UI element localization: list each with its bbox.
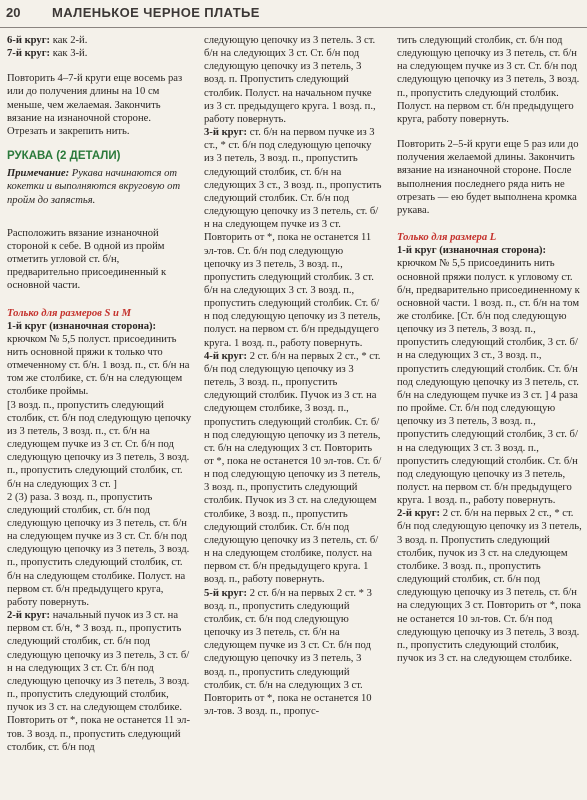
row-2-label: 2-й круг: bbox=[7, 610, 51, 622]
row-1-repeat: [3 возд. п., пропустить следующий столбик, ст. б/н под следующую цепочку из 3 петель, 3 возд. п., ст. б/н на следующем пучке из 3 ст. Ст. б/н под следующую цепочку из 3 петель, 3 возд. п., пропустить следующий столбик, ст. б/н на следующих 3 ст. ] bbox=[7, 399, 192, 490]
text-column-right bbox=[397, 34, 583, 665]
size-l-heading: Только для размера L bbox=[397, 232, 497, 244]
row-2-text: 2 ст. б/н на первых 2 ст., * ст. б/н под следующую цепочку из 3 петель, 3 возд. п. Пропустить следующий столбик, пучок из 3 ст. на следующем столбике. 3 возд. п., пропустить следующий столбик, ст. б/н под следующую цепочку из 3 петель, ст. б/н на следующих 3 ст. Повторить от *, пока не останется 10 эл-тов. Ст. б/н под следующую цепочку из 3 петель, 3 возд. п., пропустить следующий столбик, пучок из 3 ст. на следующем столбике. bbox=[397, 508, 582, 665]
row-2-paragraph bbox=[7, 609, 192, 754]
row-1-paragraph bbox=[397, 244, 583, 507]
row-5-text: 2 ст. б/н на первых 2 ст. * 3 возд. п., пропустить следующий столбик, ст. б/н под следующую цепочку из 3 петель, ст. б/н на следующем пучке из 3 ст. Ст. б/н под следующую цепочку из 3 петель, 3 возд. п., пропустить следующий столбик, ст. б/н на следующих 3 ст. Повторить от *, пока не останется 10 эл-тов. 3 возд. п., пропус- bbox=[204, 587, 372, 717]
row-6-label: 6-й круг: bbox=[7, 35, 51, 46]
row-5-label: 5-й круг: bbox=[204, 587, 248, 599]
row-5-paragraph bbox=[204, 587, 382, 719]
page-header bbox=[0, 0, 587, 28]
row-1-end: 2 (3) раза. 3 возд. п., пропустить следующий столбик, ст. б/н под следующую цепочку из 3 петель, ст. б/н на следующем пучке из 3 ст. Ст. б/н под следующую цепочку из 3 петель, 3 возд. п., пропустить следующий столбик, ст. б/н на следующем столбике. Полуст. на первом ст. б/н предыдущего круга, работу повернуть. bbox=[7, 491, 190, 608]
row-6-text: как 2-й. bbox=[50, 35, 88, 46]
row-2-paragraph bbox=[397, 507, 583, 665]
row-3-label: 3-й круг: bbox=[204, 127, 248, 139]
repeat-paragraph: Повторить 2–5-й круги еще 5 раз или до получения желаемой длины. Закончить вязание на изнаночной стороне. После выполнения последнего ряда нить не отрезать — ею будет выполнена кромка рукава. bbox=[397, 139, 579, 216]
row-6-paragraph bbox=[7, 34, 192, 47]
row-2-text: начальный пучок из 3 ст. на первом ст. б/н, * 3 возд. п., пропустить следующий столбик, ст. б/н под следующую цепочку из 3 петель, 3 ст. б/н на следующих 3 ст. Ст. б/н под следующую цепочку из 3 петель, 3 возд. п., пропустить следующий столбик, пучок из 3 ст. на следующем столбике. Повторить от *, пока не останется 11 эл-тов. 3 возд. п., пропустить следующий столбик, ст. б/н под bbox=[7, 610, 190, 753]
text-column-left bbox=[7, 34, 192, 754]
row-4-label: 4-й круг: bbox=[204, 350, 248, 362]
row-3-paragraph bbox=[204, 126, 382, 350]
note-label: Примечание: bbox=[7, 168, 70, 180]
note-text: Рукава начинаются от кокетки и выполняются вкруговую от пройм до запястья. bbox=[7, 168, 181, 206]
repeat-paragraph: Повторить 4–7-й круги еще восемь раз или до получения длины на 10 см меньше, чем желаемая. Закончить вязание на изнаночной стороне. Отрезать и закрепить нить. bbox=[7, 73, 183, 137]
placement-paragraph: Расположить вязание изнаночной стороной к себе. В одной из пройм отметить угловой ст. б/н, предварительно присоединенный к основной части. bbox=[7, 227, 167, 292]
row-3-text: ст. б/н на первом пучке из 3 ст., * ст. б/н под следующую цепочку из 3 петель, 3 возд. п., пропустить следующий столбик, ст. б/н на следующих 3 ст., 3 возд. п., пропустить следующий столбик. Ст. б/н под следующую цепочку из 3 петель, ст. б/н на следующем пучке из 3 ст. Повторить от *, пока не останется 11 эл-тов. Ст. б/н под следующую цепочку из 3 петель, 3 возд. п., пропустить следующий столбик. 3 ст. б/н на следующих 3 ст. 3 возд. п., пропустить следующий столбик. Ст. б/н под следующую цепочку из 3 петель, полуст. на первом ст. б/н предыдущего круга. 1 возд. п., работу повернуть. bbox=[204, 127, 382, 349]
continuation-paragraph: тить следующий столбик, ст. б/н под следующую цепочку из 3 петель, ст. б/н на следующем пучке из 3 ст. Ст. б/н под следующую цепочку из 3 петель, 3 возд. п., пропустить следующий столбик. Полуст. на первом ст. б/н предыдущего круга, работу повернуть. bbox=[397, 35, 580, 125]
row-1-label: 1-й круг (изнаночная сторона): bbox=[397, 245, 547, 257]
row-1-text: крючком № 5,5 полуст. присоединить нить основной пряжи к только что отмеченному ст. б/н. 1 возд. п., ст. б/н на том же столбике, ст. б/н на следующем столбике проймы. bbox=[7, 333, 190, 398]
row-7-label: 7-й круг: bbox=[7, 48, 51, 60]
continuation-paragraph: следующую цепочку из 3 петель. 3 ст. б/н на следующих 3 ст. Ст. б/н под следующую цепочку из 3 петель, 3 возд. п. Пропустить следующий столбик. Полуст. на начальном пучке из 3 ст. предыдущего круга. 1 возд. п., работу повернуть. bbox=[204, 35, 376, 125]
row-7-paragraph bbox=[7, 47, 192, 60]
row-4-paragraph bbox=[204, 350, 382, 587]
text-column-middle bbox=[204, 34, 382, 718]
row-2-label: 2-й круг: bbox=[397, 508, 441, 520]
section-title: РУКАВА (2 ДЕТАЛИ) bbox=[7, 150, 121, 163]
header-rule bbox=[0, 27, 587, 28]
size-sm-heading: Только для размеров S и M bbox=[7, 307, 132, 319]
row-7-text: как 3-й. bbox=[50, 48, 88, 60]
note-paragraph bbox=[7, 167, 192, 206]
row-1-paragraph bbox=[7, 320, 192, 399]
row-4-text: 2 ст. б/н на первых 2 ст., * ст. б/н под следующую цепочку из 3 петель, 3 возд. п., пропустить следующий столбик. Пучок из 3 ст. на следующем столбике, 3 возд. п., пропустить следующий столбик. Ст. б/н под следующую цепочку из 3 петель, ст. б/н на следующих 3 ст. Повторить от *, пока не останется 10 эл-тов. Ст. б/н под следующую цепочку из 3 петель, 3 возд. п., пропустить следующий столбик. Пучок из 3 ст. на следующем столбике, 3 возд. п., пропустить следующий столбик. Ст. б/н под следующую цепочку из 3 петель, ст. б/н на следующем столбике, полуст. на первом ст. б/н предыдущего круга. 1 возд. п., работу повернуть. bbox=[204, 350, 382, 586]
running-title: МАЛЕНЬКОЕ ЧЕРНОЕ ПЛАТЬЕ bbox=[52, 5, 260, 20]
page-number: 20 bbox=[6, 5, 21, 20]
row-1-text: крючком № 5,5 присоединить нить основной пряжи полуст. к угловому ст. б/н, предварительно присоединенному к основной части. 1 возд. п., ст. б/н на том же столбике. [Ст. б/н под следующую цепочку из 3 петель, 3 возд. п., пропустить следующий столбик, 3 ст. б/н на следующих 3 ст., 3 возд. п., пропустить следующий столбик. Ст. б/н под следующую цепочку из 3 петель, ст. б/н на следующем пучке из 3 ст. ] 4 раза по пройме. Ст. б/н под следующую цепочку из 3 петель, 3 возд. п., пропустить следующий столбик, 3 ст. б/н на следующих 3 ст. 3 возд. п., пропустить следующий столбик. Ст. б/н под следующую цепочку из 3 петель, полуст. на первом ст. б/н предыдущего круга. 1 возд. п., работу повернуть. bbox=[397, 258, 580, 507]
row-1-label: 1-й круг (изнаночная сторона): bbox=[7, 320, 157, 332]
